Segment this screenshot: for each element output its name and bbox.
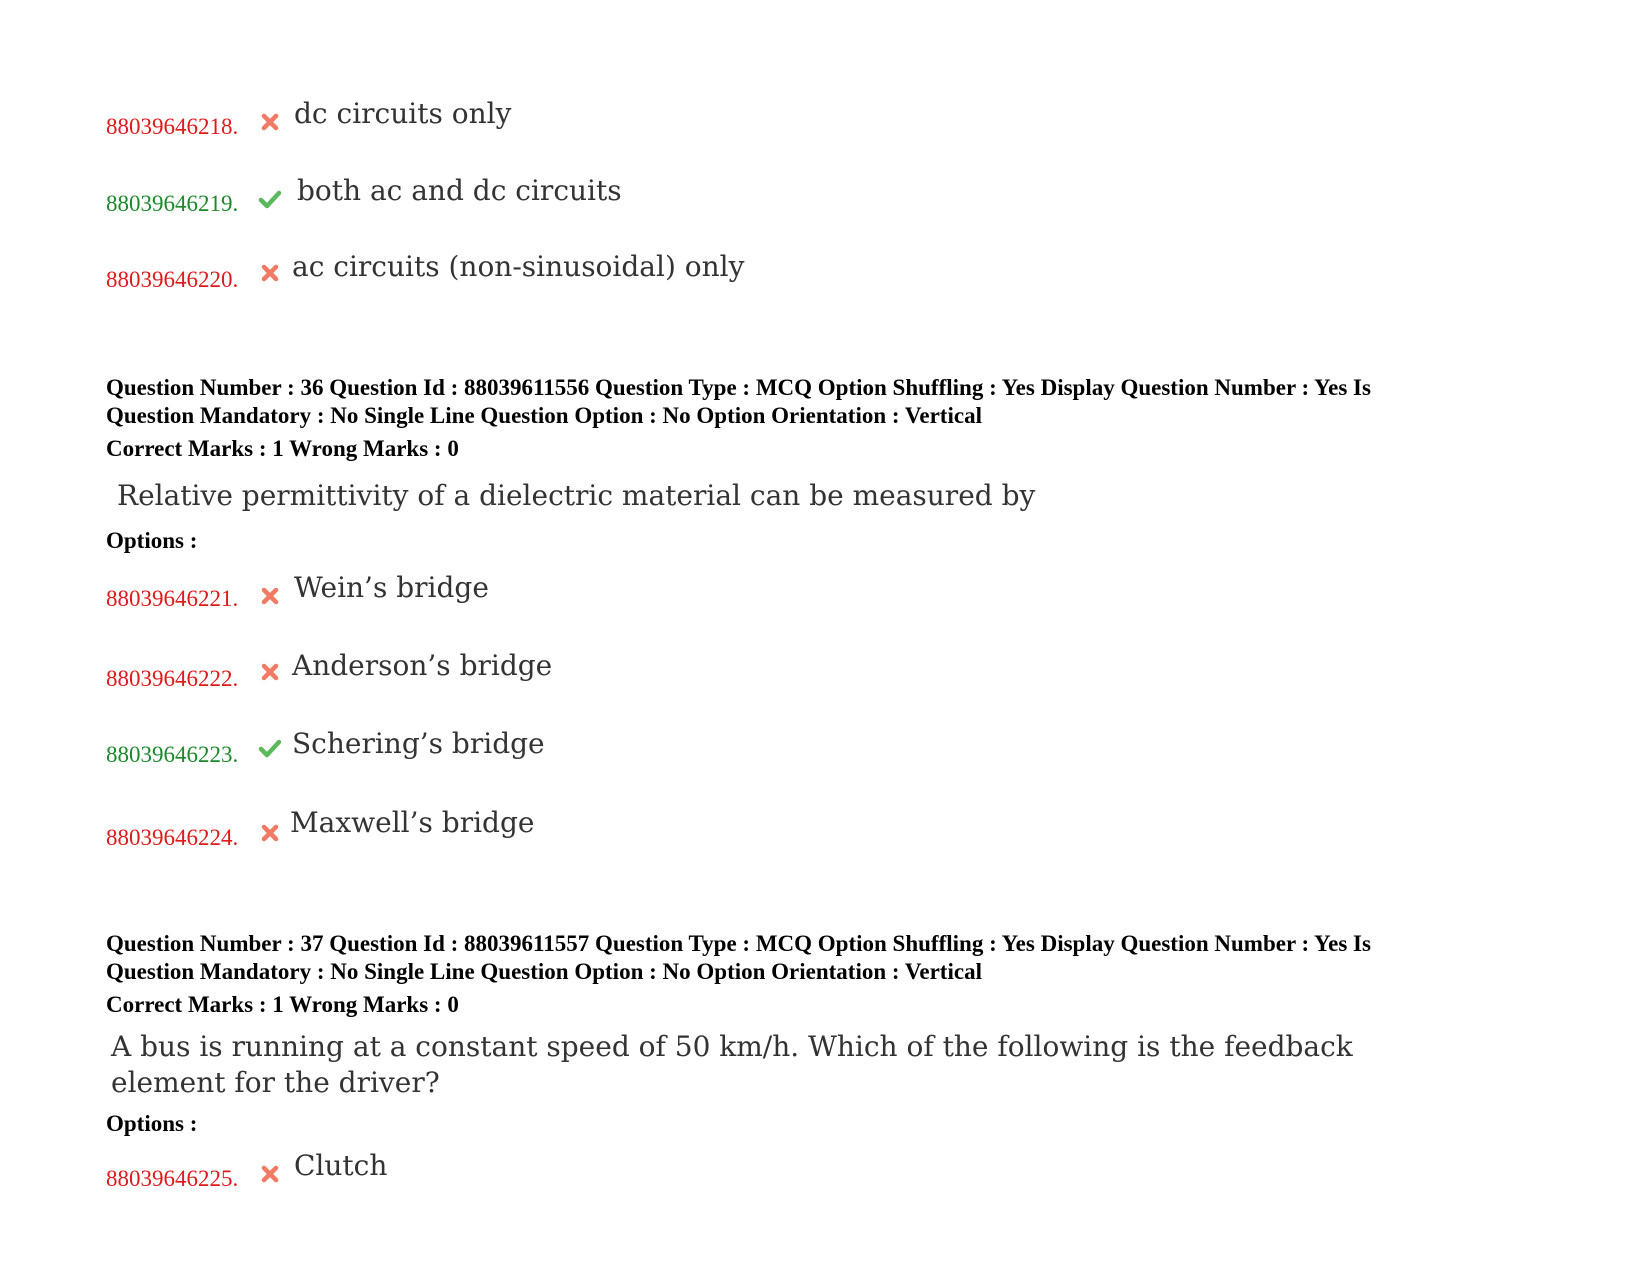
cross-icon [258,584,282,608]
option-text: Clutch [294,1149,388,1182]
option-id: 88039646223. [106,742,239,767]
question-meta: Question Mandatory : No Single Line Question Option : No Option Orientation : Vertical [106,959,982,984]
question-marks: Correct Marks : 1 Wrong Marks : 0 [106,992,459,1017]
option-id: 88039646218. [106,114,239,139]
option-text: Wein’s bridge [294,571,489,604]
question-meta: Question Number : 37 Question Id : 88039611557 Question Type : MCQ Option Shuffling : Yes Display Question Number : Yes Is [106,931,1371,956]
cross-icon [258,1162,282,1186]
question-meta: Question Mandatory : No Single Line Question Option : No Option Orientation : Vertical [106,403,982,428]
cross-icon [258,110,282,134]
cross-icon [258,261,282,285]
option-text: Schering’s bridge [292,727,545,760]
option-id: 88039646219. [106,191,239,216]
option-id: 88039646221. [106,586,239,611]
option-id: 88039646222. [106,666,239,691]
check-icon [258,736,282,760]
option-id: 88039646224. [106,825,239,850]
option-text: dc circuits only [294,97,512,130]
cross-icon [258,660,282,684]
question-text: A bus is running at a constant speed of 50 km/h. Which of the following is the feedback [111,1030,1353,1063]
option-text: ac circuits (non-sinusoidal) only [292,250,745,283]
option-text: Maxwell’s bridge [290,806,535,839]
options-label: Options : [106,1111,198,1136]
cross-icon [258,821,282,845]
question-text: element for the driver? [111,1066,440,1099]
check-icon [258,187,282,211]
option-text: both ac and dc circuits [297,174,622,207]
option-id: 88039646225. [106,1166,239,1191]
question-text: Relative permittivity of a dielectric material can be measured by [117,479,1036,512]
options-label: Options : [106,528,198,553]
question-meta: Question Number : 36 Question Id : 88039611556 Question Type : MCQ Option Shuffling : Yes Display Question Number : Yes Is [106,375,1371,400]
option-text: Anderson’s bridge [292,649,553,682]
question-marks: Correct Marks : 1 Wrong Marks : 0 [106,436,459,461]
option-id: 88039646220. [106,267,239,292]
